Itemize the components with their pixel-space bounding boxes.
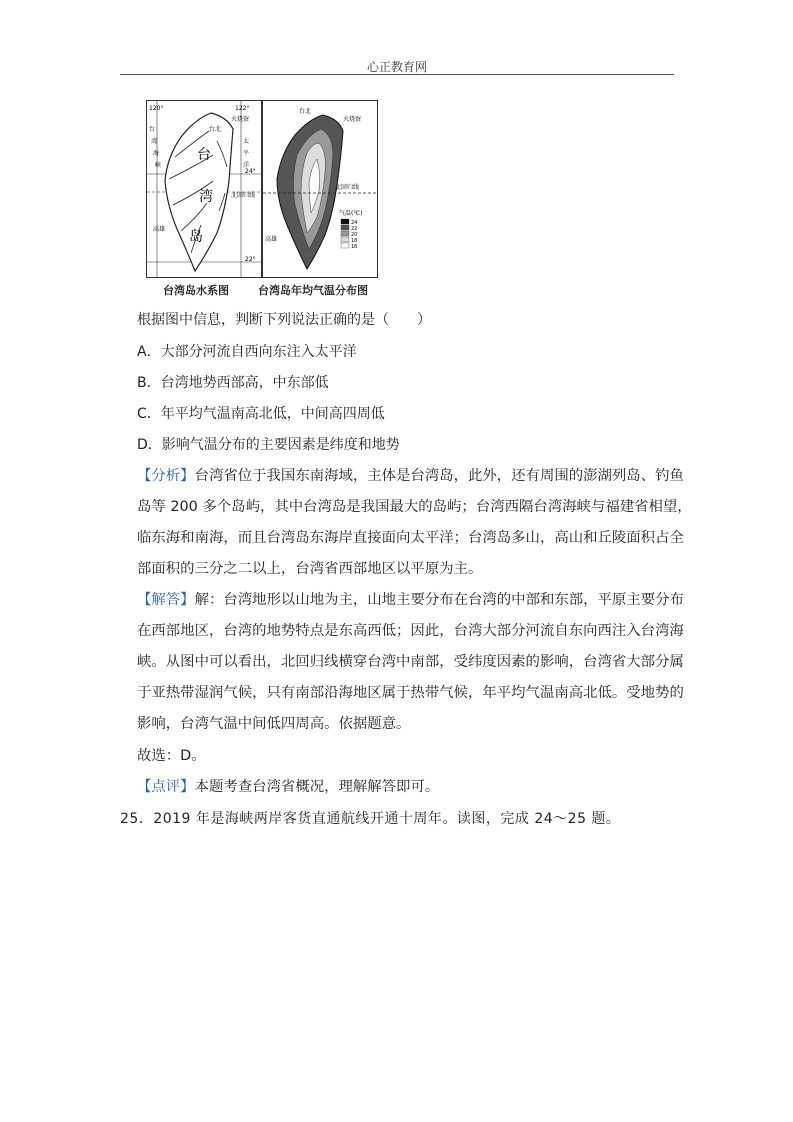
water-system-map [146, 100, 262, 278]
lat22-label: 22° [245, 256, 256, 263]
legend-value-5: 16 [351, 244, 358, 250]
strait-char-4: 峡 [155, 162, 162, 169]
strait-char-3: 海 [153, 150, 160, 157]
temperature-map [262, 100, 378, 278]
answer-line-4: 于亚热带湿润气候，只有南部沿海地区属于热带气候，年平均气温南高北低。受地势的 [137, 685, 684, 701]
kaohsiung-label: 高雄 [153, 226, 166, 233]
strait-char-1: 台 [149, 126, 156, 133]
tropic-label: 北回归线 [231, 192, 256, 199]
comment-line: 【点评】本题考查台湾省概况，理解解答即可。 [137, 779, 440, 795]
ocean-char-3: 洋 [243, 162, 250, 169]
question-stem: 根据图中信息，判断下列说法正确的是（ ） [137, 312, 431, 328]
ocean-char-1: 太 [243, 138, 250, 145]
option-b: B．台湾地势西部高，中东部低 [137, 375, 329, 391]
legend-value-1: 24 [351, 220, 358, 226]
temp-kaohsiung-label: 高雄 [265, 236, 278, 243]
comment-tag: 【点评】 [137, 779, 195, 795]
analysis-line-1: 【分析】台湾省位于我国东南海域，主体是台湾岛，此外，还有周围的澎湖列岛、钓鱼 [137, 468, 684, 484]
answer-line-3: 峡。从图中可以看出，北回归线横穿台湾中南部，受纬度因素的影响，台湾省大部分属 [137, 654, 684, 670]
lat24-label: 24° [245, 168, 256, 175]
lon120-label: 120° [149, 105, 164, 112]
huoshao-label: 火烧寮 [231, 116, 250, 123]
taiwan-figure [141, 100, 381, 300]
strait-char-2: 湾 [151, 138, 158, 145]
temp-taipei-label: 台北 [299, 108, 312, 115]
analysis-tag: 【分析】 [137, 468, 195, 484]
island-char-wan: 湾 [199, 189, 213, 205]
temp-map-caption: 台湾岛年均气温分布图 [258, 284, 368, 297]
answer-choice: 故选：D。 [137, 748, 206, 764]
option-a: A．大部分河流自西向东注入太平洋 [137, 344, 357, 360]
page-header: 心正教育网 [366, 60, 427, 74]
taipei-label: 台北 [209, 126, 222, 133]
temp-huoshao-label: 火烧寮 [343, 116, 362, 123]
option-d: D．影响气温分布的主要因素是纬度和地势 [137, 437, 400, 453]
answer-line-2: 在西部地区，台湾的地势特点是东高西低；因此，台湾大部分河流自东向西注入台湾海 [137, 623, 684, 639]
question-25: 25．2019 年是海峡两岸客货直通航线开通十周年。读图，完成 24～25 题。 [120, 811, 621, 827]
analysis-line-3: 临东海和南海，而且台湾岛东海岸直接面向太平洋；台湾岛多山，高山和丘陵面积占全 [137, 530, 684, 546]
legend-value-4: 18 [351, 238, 358, 244]
legend-title: 气温(℃) [339, 210, 363, 217]
answer-tag: 【解答】 [137, 592, 195, 608]
header-divider [120, 74, 674, 75]
legend-value-3: 20 [351, 232, 358, 238]
ocean-char-2: 平 [243, 150, 250, 157]
option-c: C．年平均气温南高北低，中间高四周低 [137, 406, 385, 422]
answer-line-5: 影响，台湾气温中间低四周高。依据题意。 [137, 716, 411, 732]
island-char-dao: 岛 [189, 229, 203, 245]
temp-tropic-label: 北回归线 [335, 184, 360, 191]
island-char-tai: 台 [197, 147, 211, 163]
legend-value-2: 22 [351, 226, 358, 232]
lon122-label: 122° [235, 105, 250, 112]
analysis-line-2: 岛等 200 多个岛屿，其中台湾岛是我国最大的岛屿；台湾西隔台湾海峡与福建省相望， [137, 499, 692, 515]
water-map-caption: 台湾岛水系图 [163, 284, 229, 297]
answer-line-1: 【解答】解：台湾地形以山地为主，山地主要分布在台湾的中部和东部，平原主要分布 [137, 592, 684, 608]
analysis-line-4: 部面积的三分之二以上，台湾省西部地区以平原为主。 [137, 561, 483, 577]
